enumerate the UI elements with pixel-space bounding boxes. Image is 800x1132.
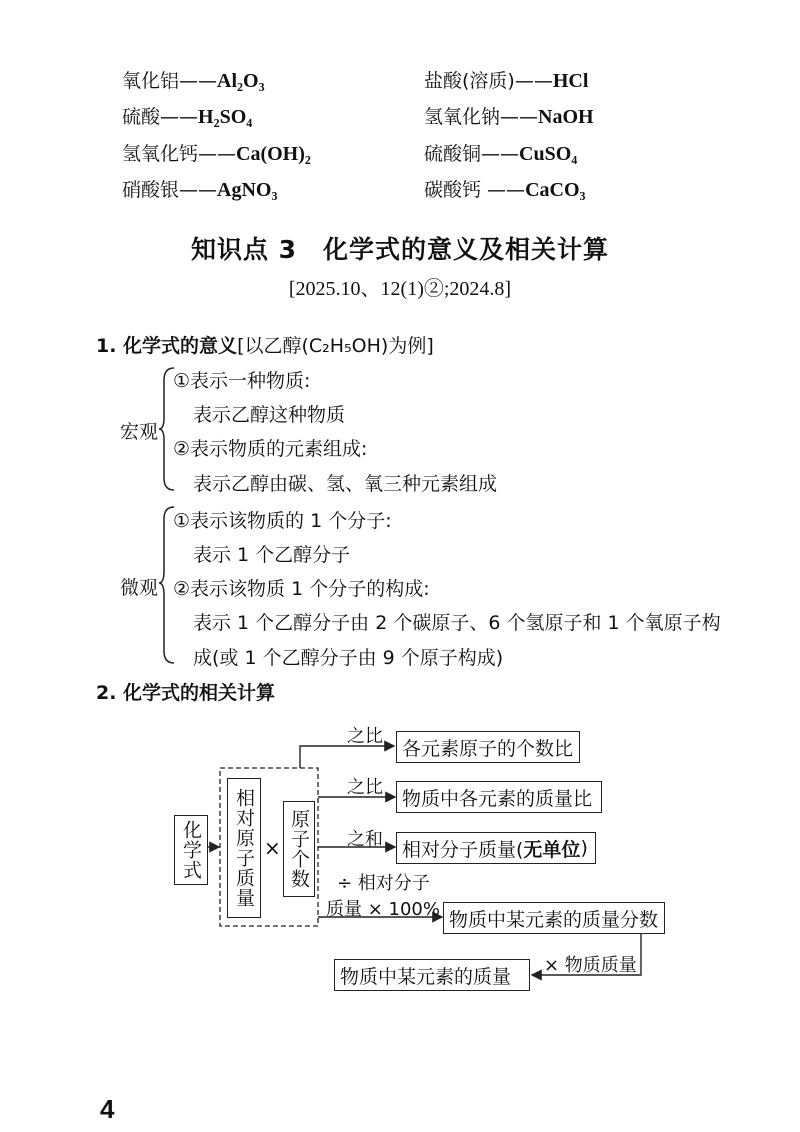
- macro-line-3: ②表示物质的元素组成:: [173, 438, 368, 460]
- formula-sulfuric-acid: 硫酸——H₂SO₄: [122, 106, 253, 128]
- element-mass-box: 物质中某元素的质量: [334, 959, 530, 991]
- ratio-label-2: 之比: [347, 777, 383, 798]
- micro-label: 微观: [120, 577, 159, 599]
- macro-line-4: 表示乙醇由碳、氢、氧三种元素组成: [193, 473, 498, 495]
- divide-label-line2: 质量 × 100%: [326, 899, 440, 920]
- divide-label-line1: ÷ 相对分子: [337, 873, 430, 894]
- exam-references: [2025.10、12(1)②;2024.8]: [288, 278, 512, 300]
- formula-copper-sulfate: 硫酸铜——CuSO₄: [424, 143, 578, 165]
- macro-line-2: 表示乙醇这种物质: [193, 404, 346, 426]
- micro-line-2: 表示 1 个乙醇分子: [193, 544, 351, 566]
- item2-heading: 2. 化学式的相关计算: [96, 682, 276, 704]
- formula-sodium-hydroxide: 氢氧化钠——NaOH: [424, 106, 594, 128]
- formula-silver-nitrate: 硝酸银——AgNO₃: [122, 179, 278, 201]
- formula-calcium-carbonate: 碳酸钙 ——CaCO₃: [424, 179, 586, 201]
- relative-molecular-mass-box: 相对分子质量( 无单位 ): [396, 832, 596, 864]
- chemical-formula-box: 化学式: [174, 815, 208, 885]
- macro-line-1: ①表示一种物质:: [173, 370, 311, 392]
- relative-atomic-mass-box: 相对原子质量: [227, 778, 261, 918]
- macro-label: 宏观: [120, 421, 159, 443]
- formula-calcium-hydroxide: 氢氧化钙——Ca(OH)₂: [122, 143, 311, 165]
- formula-aluminum-oxide: 氧化铝——Al₂O₃: [122, 70, 265, 92]
- multiply-sign: ×: [264, 836, 281, 860]
- atom-count-ratio-box: 各元素原子的个数比: [396, 731, 580, 763]
- micro-line-3: ②表示该物质 1 个分子的构成:: [173, 578, 430, 600]
- mass-fraction-box: 物质中某元素的质量分数: [443, 902, 665, 934]
- micro-line-5: 成(或 1 个乙醇分子由 9 个原子构成): [193, 647, 504, 669]
- ratio-label-1: 之比: [347, 726, 383, 747]
- micro-line-1: ①表示该物质的 1 个分子:: [173, 510, 392, 532]
- section-title: 知识点 3 化学式的意义及相关计算: [190, 235, 610, 264]
- sum-label: 之和: [347, 829, 383, 850]
- formula-hydrochloric-acid: 盐酸(溶质)——HCl: [424, 70, 589, 92]
- atom-count-box: 原子个数: [283, 801, 315, 897]
- times-mass-label: × 物质质量: [544, 955, 637, 976]
- item1-heading: 1. 化学式的意义[以乙醇(C₂H₅OH)为例]: [96, 335, 434, 357]
- element-mass-ratio-box: 物质中各元素的质量比: [396, 781, 602, 813]
- page-number: 4: [100, 1094, 115, 1124]
- micro-line-4: 表示 1 个乙醇分子由 2 个碳原子、6 个氢原子和 1 个氧原子构: [193, 612, 721, 634]
